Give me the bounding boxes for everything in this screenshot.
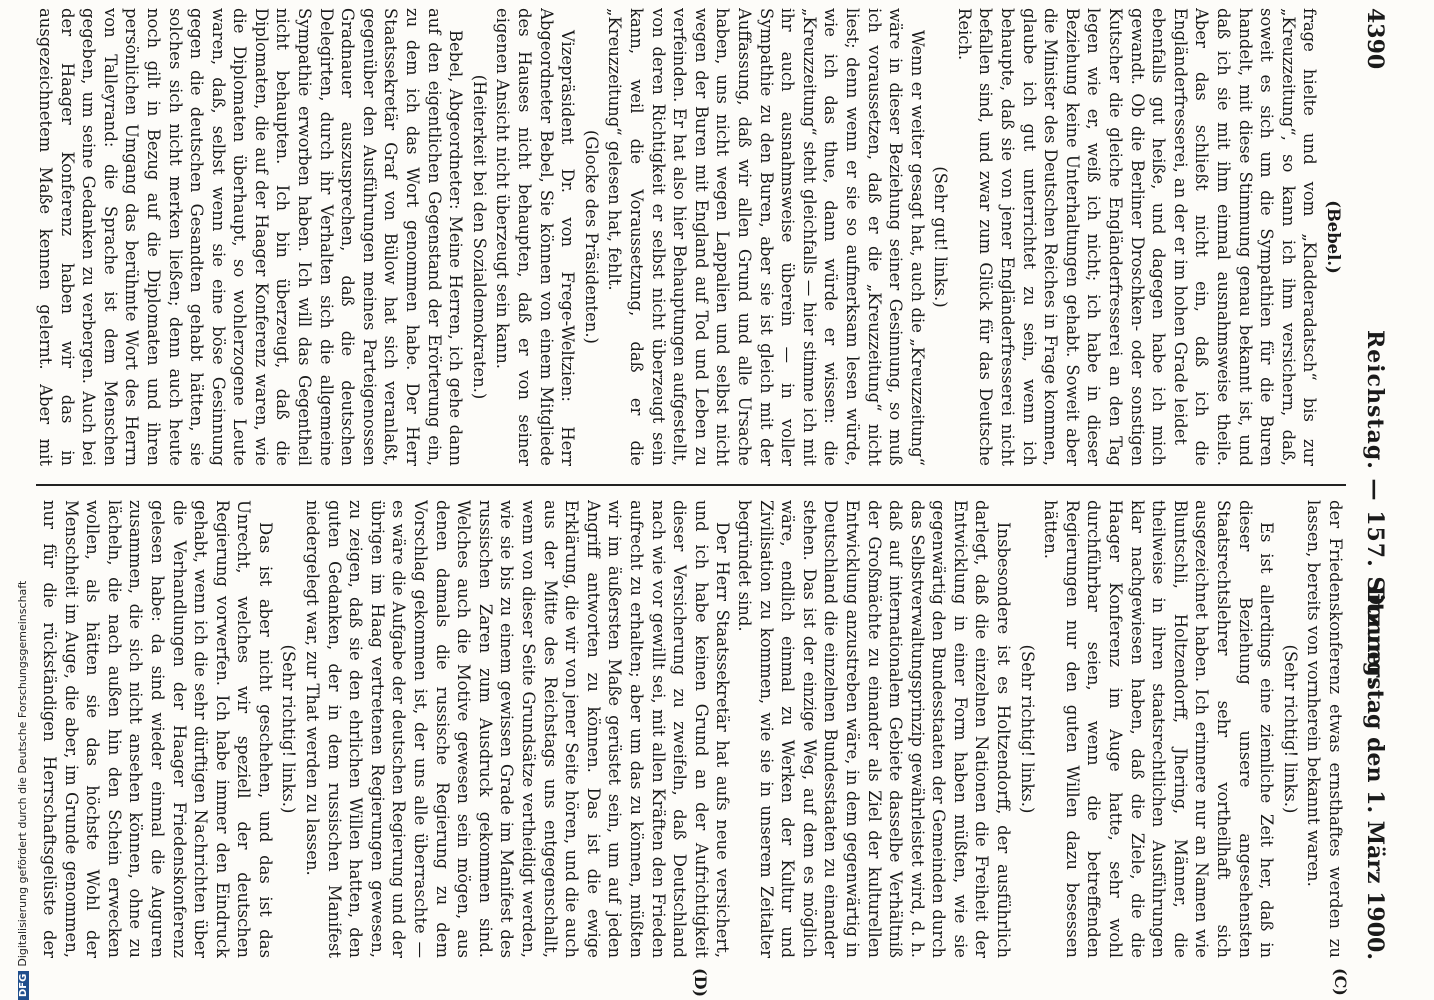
page-number: 4390 bbox=[1362, 8, 1388, 70]
reaction-note: (Glocke des Präsidenten.) bbox=[581, 130, 601, 344]
margin-letter-d: (D) bbox=[691, 968, 710, 998]
digitization-credit bbox=[16, 0, 34, 1000]
margin-letter-c: (C) bbox=[1331, 968, 1350, 996]
paragraph: Vizepräsident Dr. von Frege-Weltzien: Herr Abgeordneter Bebel, Sie können von einem Mitgliede des Hauses nicht behaupten, daß er von seiner eigenen Ansicht nicht überzeugt sein kann. bbox=[493, 8, 578, 466]
reaction-note: (Heiterkeit bei den Sozialdemokraten.) bbox=[469, 74, 489, 400]
paragraph: Bebel, Abgeordneter: Meine Herren, ich gehe dann auf den eigentlichen Gegenstand der Erörterung ein, zu dem ich das Wort genommen habe. Der Herr Staatssekretär Graf von Bülow hat sich veranlaßt, gegenüber den Ausführungen meines Parteigenossen Gradnauer auszusprechen, daß die deutschen Delegirten, durch ihr Verhalten sich die allgemeine Sympathie erworben haben. Ich will das Gegentheil nicht behaupten. Ich bin überzeugt, daß die Diplomaten, die auf der Haager Konferenz waren, wie die Diplomaten überhaupt, so wohlerzogene Leute waren, daß, selbst wenn sie eine böse Gesinnung gegen die deutschen Gesandten gehabt hätten, sie solches sich nicht merken ließen; denn auch heute noch gilt in Bezug auf die Diplomaten und ihren persönlichen Umgang das berühmte Wort des Herrn von Talleyrand: die Sprache ist dem Menschen gegeben, um seine Gedanken zu verbergen. Auch bei der Haager Konferenz haben wir das in ausgezeichnetem Maße kennen gelernt. Aber mit bbox=[36, 8, 466, 466]
reaction-note: (Sehr richtig! links.) bbox=[1280, 644, 1300, 814]
paragraph: Wenn er weiter gesagt hat, auch die „Kreuzzeitung“ wäre in dieser Beziehung seiner Gesinnung, so muß ich voraussetzen, daß er die „Kreuzzeitung“ nicht liest; denn wenn er sie so aufmerksam lesen würde, wie ich das thue, dann würde er wissen: die „Kreuzzeitung“ steht gleichfalls — hier stimme ich mit ihr auch ausnahmsweise überein — in voller Sympathie zu den Buren, aber sie ist gleich mit der Auffassung, daß wir allen Grund und alle Ursache haben, uns nicht wegen Lappalien und selbst nicht wegen der Buren mit England auf Tod und Leben zu verfeinden. Er hat also hier Behauptungen aufgestellt, von deren Richtigkeit er selbst nicht überzeugt sein kann, weil die Voraussetzung, daß er die „Kreuzzeitung“ gelesen hat, fehlt. bbox=[605, 8, 927, 466]
text-column-left bbox=[36, 8, 1346, 466]
rotated-page-content bbox=[10, 0, 1390, 1000]
paragraph: der Friedenskonferenz etwas ernsthaftes werden zu lassen, bereits von vornherein bekannt waren. bbox=[1304, 500, 1345, 958]
page-header bbox=[1350, 0, 1390, 960]
speaker-tag: (Bebel.) bbox=[1324, 200, 1343, 274]
reaction-note: (Sehr richtig! links.) bbox=[279, 644, 299, 814]
paragraph: Der Herr Staatssekretär hat aufs neue versichert, und ich habe keinen Grund an der Aufrichtigkeit dieser Versicherung zu zweifeln, daß Deutschland nach wie vor gewillt sei, mit allen Kräften den Frieden aufrecht zu erhalten; aber um das zu können, müßten wir im äußersten Maße gerüstet sein, um auf jeden Angriff antworten zu können. Das ist die ewige Erklärung, die wir von jener Seite hören, und die auch aus der Mitte des Reichstags uns entgegenschallt, wenn von dieser Seite Grundsätze vertheidigt werden, wie sie bis zu einem gewissen Grade im Manifest des russischen Zaren zum Ausdruck gekommen sind. Welches auch die Motive gewesen sein mögen, aus denen damals die russische Regierung zu dem Vorschlag gekommen ist, der uns alle überraschte — es wäre die Aufgabe der deutschen Regierung und der übrigen im Haag vertretenen Regierungen gewesen, zu zeigen, daß sie den ehrlichen Willen hatten, den guten Gedanken, der in dem russischen Manifest niedergelegt war, zur That werden zu lassen. bbox=[303, 500, 733, 958]
reaction-note: (Sehr gut! links.) bbox=[931, 166, 951, 308]
credit-text: Digitalisierung gefördert durch die Deutsche Forschungsgemeinschaft bbox=[16, 580, 29, 967]
paragraph: Das ist aber nicht geschehen, und das ist das Unrecht, welches wir speziell der deutschen Regierung vorwerfen. Ich habe immer den Eindruck gehabt, wenn ich die sehr dürftigen Nachrichten über die Verhandlungen der Haager Friedenskonferenz gelesen habe: da sind wieder einmal die Auguren zusammen, die sich nicht ansehen können, ohne zu lächeln, die nach außen hin den Schein erwecken wollen, als hätten sie das höchste Wohl der Menschheit im Auge, die aber, im Grunde genommen, nur für die rückständigen Herrschaftsgelüste der bbox=[39, 500, 275, 958]
session-date: Donnerstag den 1. März 1900. bbox=[1362, 585, 1388, 960]
reaction-note: (Sehr richtig! links.) bbox=[1017, 644, 1037, 814]
column-divider bbox=[36, 484, 1346, 486]
paragraph: Es ist allerdings eine ziemliche Zeit her, daß in dieser Beziehung unsere angesehensten Staatsrechtslehrer sehr vortheilhaft sich ausgezeichnet haben. Ich erinnere nur an Namen wie Bluntschli, Holtzendorff, Jhering, Männer, die theilweise in ihren staatsrechtlichen Ausführungen klar nachgewiesen haben, daß die Ziele, die die Haager Konferenz im Auge hatte, sehr wohl durchführbar seien, wenn die betreffenden Regierungen nur den guten Willen dazu besessen hätten. bbox=[1041, 500, 1277, 958]
dfg-logo: DFG bbox=[18, 971, 29, 1000]
session-title: Reichstag. — 157. Sitzung. bbox=[1362, 330, 1388, 687]
paragraph: Insbesondere ist es Holtzendorff, der ausführlich darlegt, daß die einzelnen Nationen die Freiheit der Entwicklung in einer Form haben müßten, wie sie gegenwärtig den Bundesstaaten der Gemeinden durch das Selbstverwaltungsprinzip gewährleistet wird, d. h. daß auf internationalem Gebiete dasselbe Verhältniß der Großmächte zu einander als Ziel der kulturellen Entwicklung anzustreben wäre, in dem gegenwärtig in Deutschland die einzelnen Bundesstaaten zu einander stehen. Das ist der einzige Weg, auf dem es möglich wäre, endlich einmal zu Werken der Kultur und Zivilisation zu kommen, wie sie in unserem Zeitalter begründet sind. bbox=[734, 500, 1014, 958]
text-column-right bbox=[36, 500, 1346, 958]
paragraph: frage hielte und vom „Kladderadatsch“ bis zur „Kreuzzeitung“, so kann ich ihm versichern, daß, soweit es sich um die Sympathien für die Buren handelt, mit diese Stimmung genau bekannt ist, und daß ich sie mit ihm einmal ausnahmsweise theile. Aber das schließt nicht ein, daß ich die Engländerfresserei, an der er im hohen Grade leidet bbox=[1170, 8, 1320, 466]
paragraph: ebenfalls gut heiße, und dagegen habe ich mich gewandt. Ob die Berliner Droschken- oder sonstigen Kutscher die gleiche Engländerfresserei an den Tag legen wie er, weiß ich nicht; ich habe in dieser Beziehung keine Unterhaltungen gehabt. Soweit aber die Minister des Deutschen Reiches in Frage kommen, glaube ich gut unterrichtet zu sein, wenn ich behaupte, daß sie von jener Engländerfresserei nicht befallen sind, und zwar zum Glück für das Deutsche Reich. bbox=[954, 8, 1169, 466]
